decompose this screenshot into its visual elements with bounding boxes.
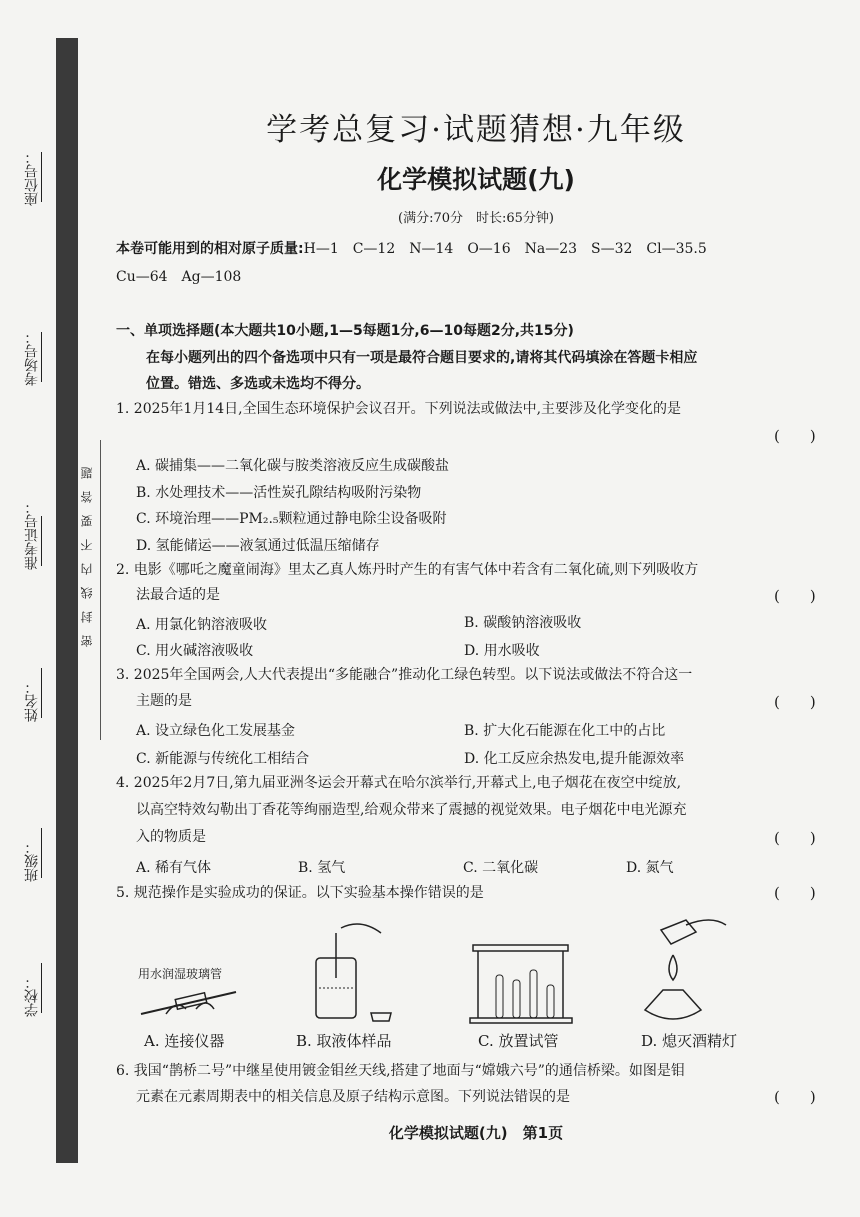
seal-notice: 密封线内不要答题 [80, 455, 94, 647]
q2-stem-2: 法最合适的是 [136, 587, 220, 603]
q4-stem-3: 入的物质是 [136, 829, 206, 845]
name-field: 姓名： [22, 680, 42, 722]
q1-option-b: B. 水处理技术——活性炭孔隙结构吸附污染物 [136, 485, 422, 501]
q3-stem-1: 3. 2025年全国两会,人大代表提出“多能融合”推动化工绿色转型。以下说法或做法不符合这一 [116, 667, 693, 683]
section-heading: 一、单项选择题(本大题共10小题,1—5每题1分,6—10每题2分,共15分) [116, 323, 574, 339]
q6-answer-paren: ( ) [774, 1088, 816, 1106]
school-field: 学校： [22, 975, 42, 1017]
q4-stem-1: 4. 2025年2月7日,第九届亚洲冬运会开幕式在哈尔滨举行,开幕式上,电子烟花在夜空中绽放, [116, 775, 682, 791]
q3-stem-2: 主题的是 [136, 693, 192, 709]
q2-option-b: B. 碳酸钠溶液吸收 [464, 615, 582, 631]
q2-option-a: A. 用氯化钠溶液吸收 [136, 617, 268, 633]
binding-strip [56, 38, 78, 1163]
q6-stem-2: 元素在元素周期表中的相关信息及原子结构示意图。下列说法错误的是 [136, 1089, 570, 1105]
q1-option-d: D. 氢能储运——液氢通过低温压缩储存 [136, 538, 380, 554]
q4-answer-paren: ( ) [774, 829, 816, 847]
exam-title: 化学模拟试题(九) [377, 165, 575, 194]
q3-option-a: A. 设立绿色化工发展基金 [136, 723, 296, 739]
exam-meta: (满分:70分 时长:65分钟) [398, 211, 554, 226]
q5-option-d: D. 熄灭酒精灯 [641, 1032, 738, 1050]
exam-room-field: 考场号： [24, 330, 40, 386]
q3-option-c: C. 新能源与传统化工相结合 [136, 751, 310, 767]
atomic-mass-label: 本卷可能用到的相对原子质量: [116, 241, 304, 257]
admission-number-field: 准考证号： [24, 500, 40, 570]
section-instructions-1: 在每小题列出的四个备选项中只有一项是最符合题目要求的,请将其代码填涂在答题卡相应 [146, 350, 698, 366]
q5-answer-paren: ( ) [774, 884, 816, 902]
q1-answer-paren: ( ) [774, 427, 816, 445]
series-title: 学考总复习·试题猜想·九年级 [266, 112, 686, 148]
q4-option-a: A. 稀有气体 [136, 860, 212, 876]
fig-extinguish-lamp [641, 910, 731, 1030]
q3-answer-paren: ( ) [774, 693, 816, 711]
q2-option-c: C. 用火碱溶液吸收 [136, 643, 254, 659]
fig-take-liquid [311, 918, 401, 1028]
q6-stem-1: 6. 我国“鹊桥二号”中继星使用镀金钼丝天线,搭建了地面与“嫦娥六号”的通信桥梁。如图是钼 [116, 1063, 685, 1079]
seal-line [100, 440, 101, 740]
fig-place-test-tube [468, 940, 578, 1025]
q5-fig-a-label: 用水润湿玻璃管 [138, 967, 223, 981]
q1-option-c: C. 环境治理——PM₂.₅颗粒通过静电除尘设备吸附 [136, 511, 447, 527]
q3-option-d: D. 化工反应余热发电,提升能源效率 [464, 751, 685, 767]
q4-option-d: D. 氮气 [626, 860, 674, 876]
q4-option-c: C. 二氧化碳 [463, 860, 539, 876]
class-field: 班级： [22, 840, 42, 882]
q5-option-c: C. 放置试管 [478, 1032, 559, 1050]
page-footer: 化学模拟试题(九) 第1页 [388, 1124, 564, 1142]
atomic-mass-line-2: Cu—64 Ag—108 [116, 269, 242, 285]
q4-option-b: B. 氢气 [298, 860, 346, 876]
q1-option-a: A. 碳捕集——二氧化碳与胺类溶液反应生成碳酸盐 [136, 458, 450, 474]
q2-stem-1: 2. 电影《哪吒之魔童闹海》里太乙真人炼丹时产生的有害气体中若含有二氧化硫,则下列吸收方 [116, 562, 699, 578]
q1-stem: 1. 2025年1月14日,全国生态环境保护会议召开。下列说法或做法中,主要涉及化学变化的是 [116, 401, 682, 417]
q5-stem: 5. 规范操作是实验成功的保证。以下实验基本操作错误的是 [116, 885, 484, 901]
q2-answer-paren: ( ) [774, 587, 816, 605]
section-instructions-2: 位置。错选、多选或未选均不得分。 [146, 376, 370, 392]
seat-number-field: 座位号： [24, 150, 40, 206]
q5-option-b: B. 取液体样品 [296, 1032, 392, 1050]
q5-option-a: A. 连接仪器 [144, 1032, 225, 1050]
atomic-mass-values: H—1 C—12 N—14 O—16 Na—23 S—32 Cl—35.5 [303, 241, 707, 257]
q4-stem-2: 以高空特效勾勒出丁香花等绚丽造型,给观众带来了震撼的视觉效果。电子烟花中电光源充 [136, 802, 687, 818]
q2-option-d: D. 用水吸收 [464, 643, 540, 659]
atomic-mass-line [116, 240, 707, 258]
fig-connect-apparatus [136, 984, 246, 1024]
q3-option-b: B. 扩大化石能源在化工中的占比 [464, 723, 666, 739]
